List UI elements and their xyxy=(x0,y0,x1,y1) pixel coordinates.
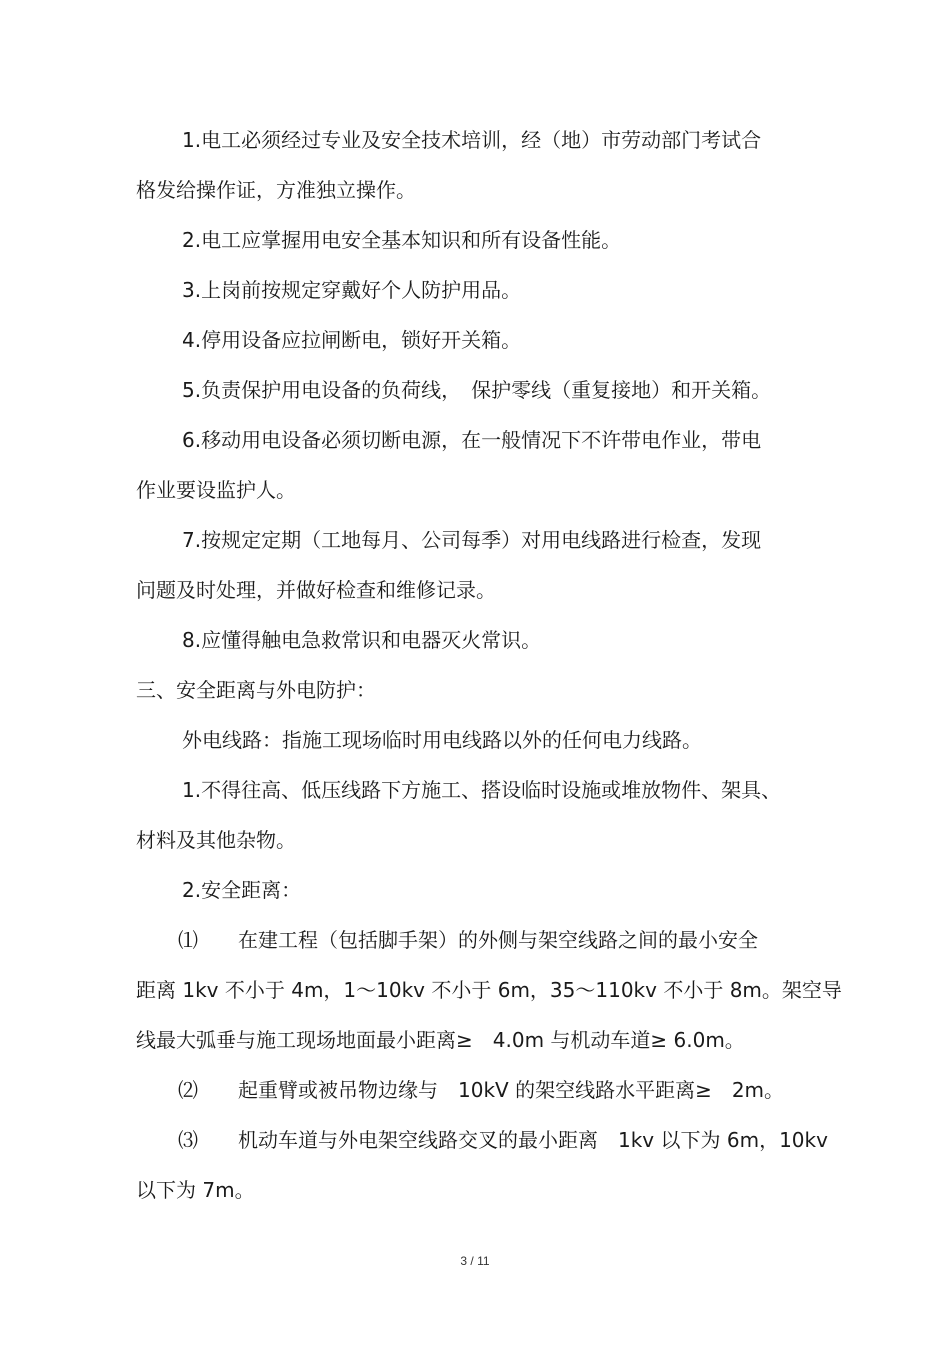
paragraph-line: 距离 1kv 不小于 4m，1～10kv 不小于 6m，35～110kv 不小于 8m。架空导 xyxy=(136,978,842,1002)
paragraph-line: 1.不得往高、低压线路下方施工、搭设临时设施或堆放物件、架具、 xyxy=(182,778,782,802)
paragraph-line: 以下为 7m。 xyxy=(136,1178,255,1202)
paragraph-line: 线最大弧垂与施工现场地面最小距离≥ 4.0m 与机动车道≥ 6.0m。 xyxy=(136,1028,745,1052)
page-number: 3 / 11 xyxy=(460,1254,490,1268)
paragraph-line: 7.按规定定期（工地每月、公司每季）对用电线路进行检查，发现 xyxy=(182,528,762,552)
paragraph-line: 2.电工应掌握用电安全基本知识和所有设备性能。 xyxy=(182,228,622,252)
paragraph-line: 外电线路：指施工现场临时用电线路以外的任何电力线路。 xyxy=(182,728,702,752)
paragraph-line: 格发给操作证，方准独立操作。 xyxy=(136,178,416,202)
section-heading: 三、安全距离与外电防护： xyxy=(136,678,376,702)
paragraph-line: ⑶ 机动车道与外电架空线路交叉的最小距离 1kv 以下为 6m，10kv xyxy=(178,1128,828,1152)
paragraph-line: 问题及时处理，并做好检查和维修记录。 xyxy=(136,578,496,602)
paragraph-line: 2.安全距离： xyxy=(182,878,302,902)
paragraph-line: 1.电工必须经过专业及安全技术培训，经（地）市劳动部门考试合 xyxy=(182,128,762,152)
paragraph-line: 作业要设监护人。 xyxy=(136,478,296,502)
paragraph-line: ⑵ 起重臂或被吊物边缘与 10kV 的架空线路水平距离≥ 2m。 xyxy=(178,1078,785,1102)
paragraph-line: 8.应懂得触电急救常识和电器灭火常识。 xyxy=(182,628,542,652)
paragraph-line: 4.停用设备应拉闸断电，锁好开关箱。 xyxy=(182,328,522,352)
paragraph-line: 3.上岗前按规定穿戴好个人防护用品。 xyxy=(182,278,522,302)
paragraph-line: ⑴ 在建工程（包括脚手架）的外侧与架空线路之间的最小安全 xyxy=(178,928,758,952)
paragraph-line: 5.负责保护用电设备的负荷线， 保护零线（重复接地）和开关箱。 xyxy=(182,378,772,402)
paragraph-line: 材料及其他杂物。 xyxy=(136,828,296,852)
paragraph-line: 6.移动用电设备必须切断电源，在一般情况下不许带电作业，带电 xyxy=(182,428,762,452)
